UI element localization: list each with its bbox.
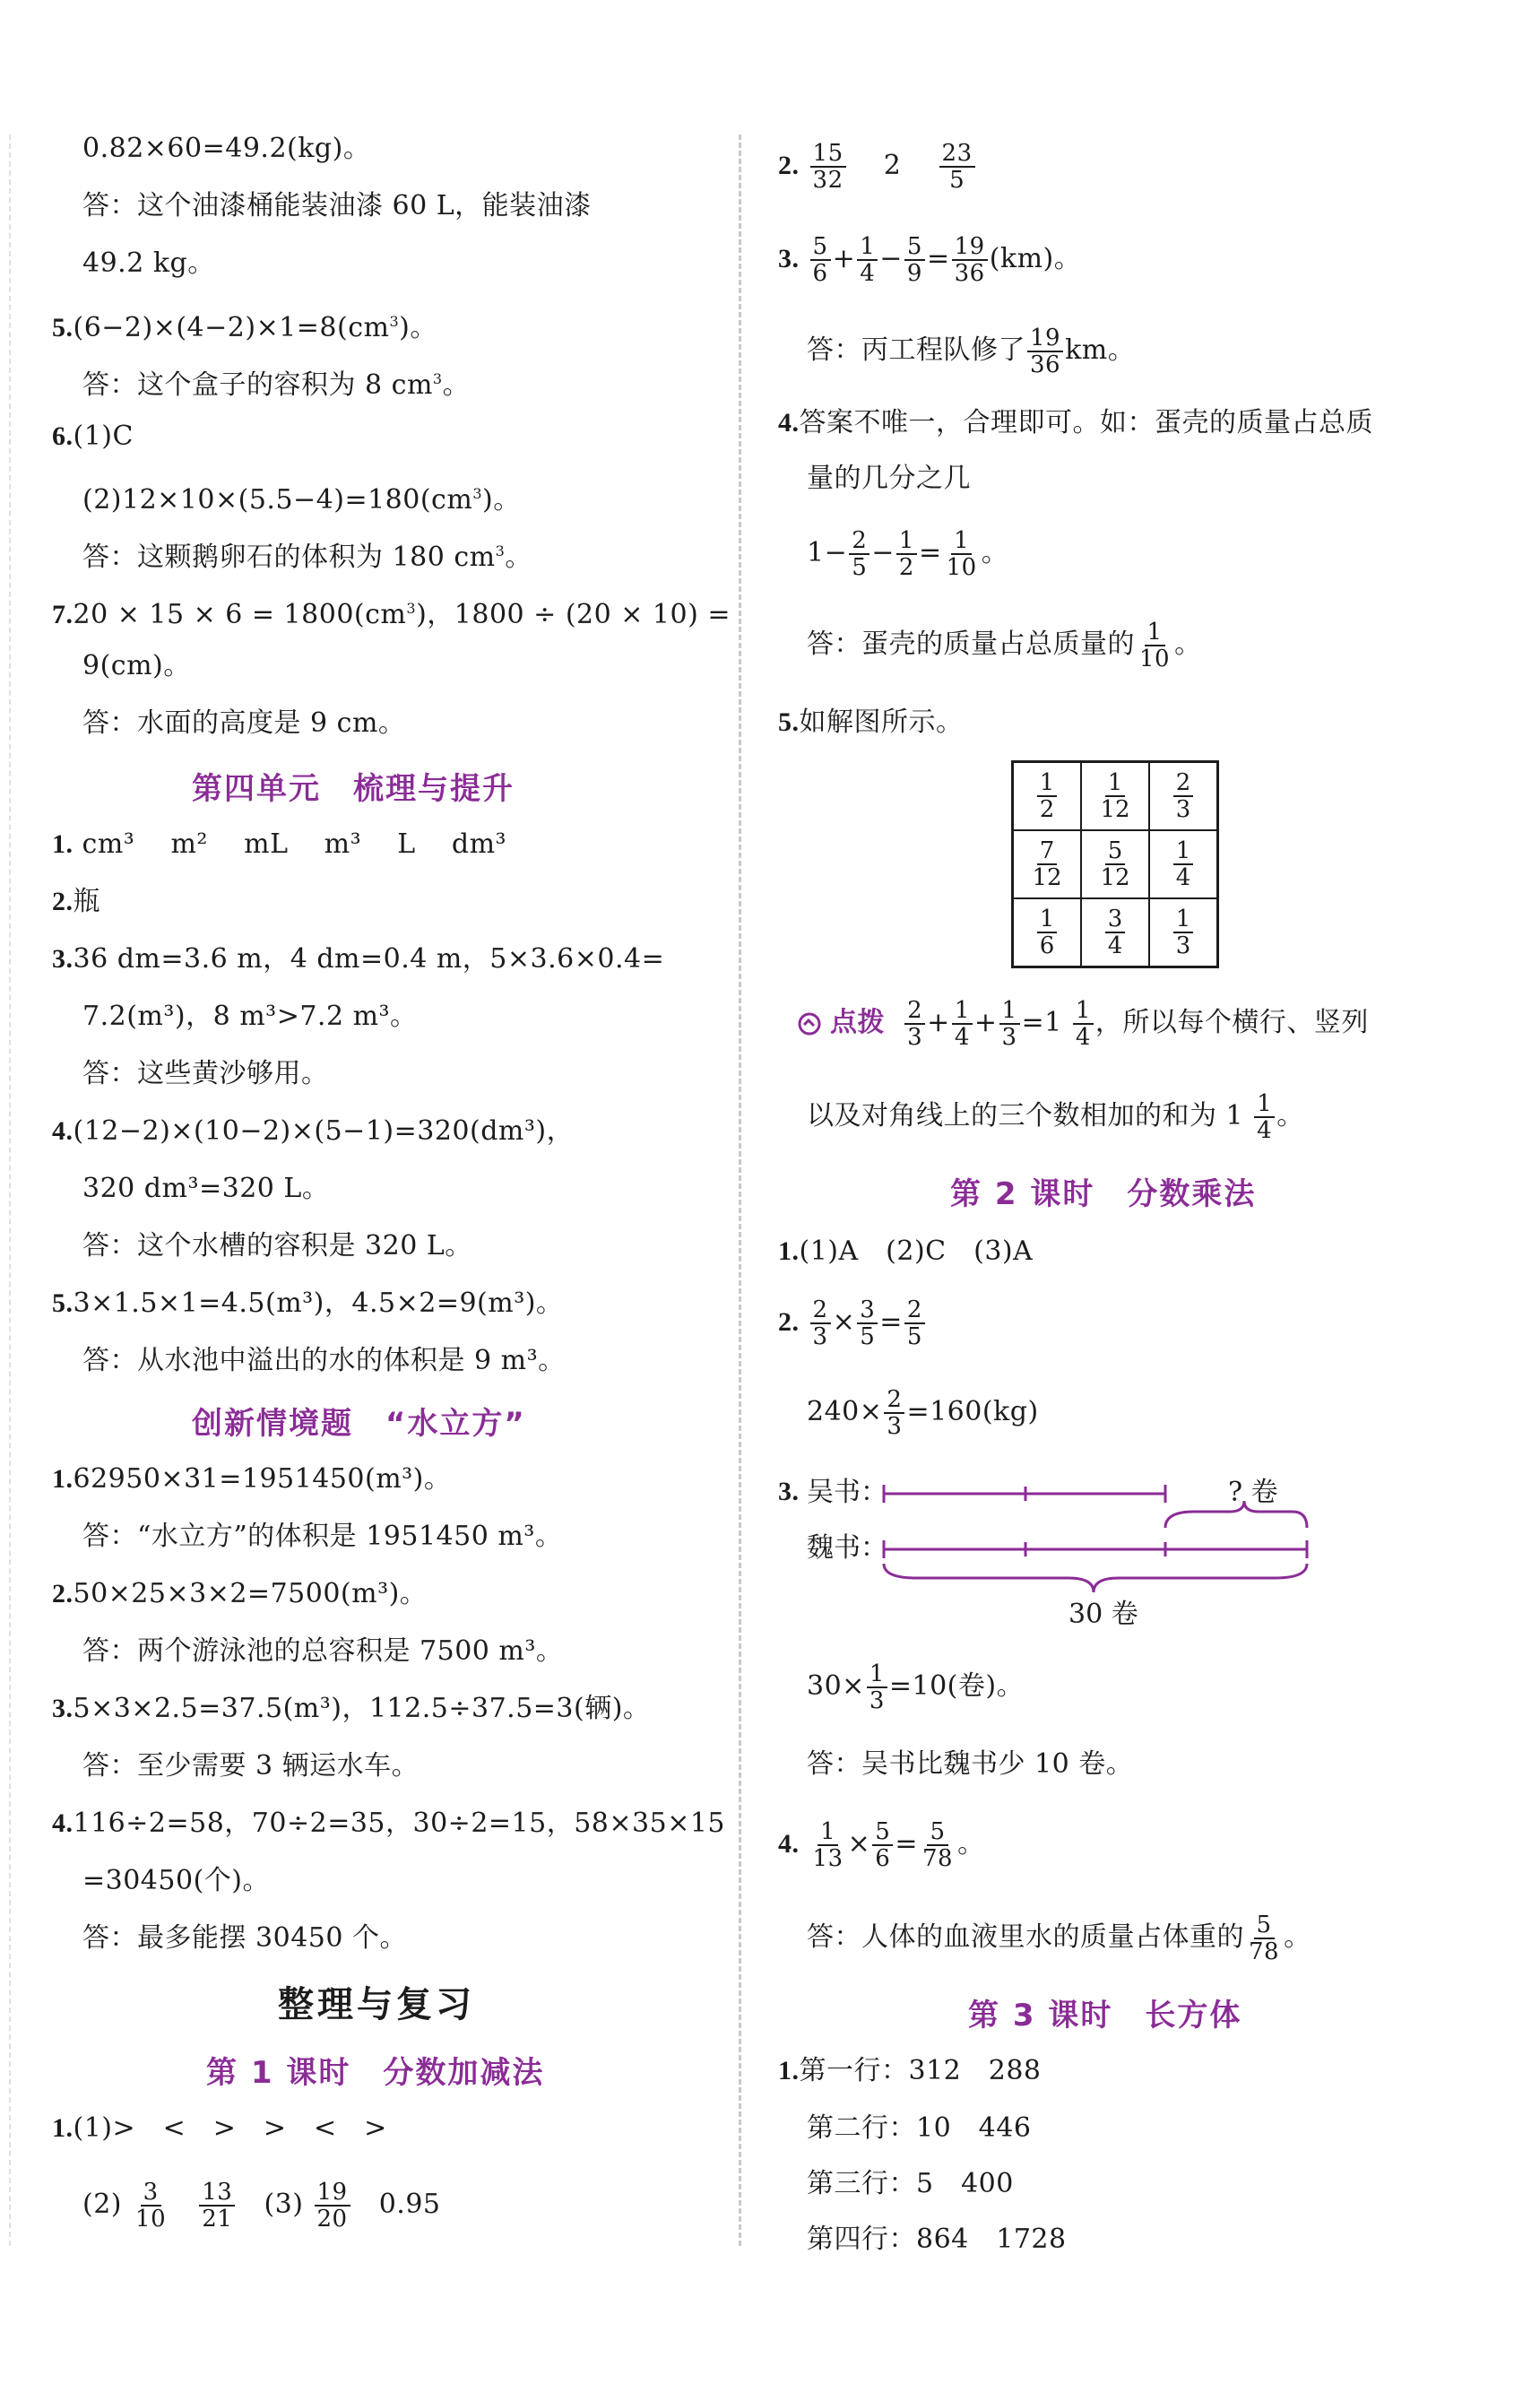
fraction: $\frac{19}{36}$ — [952, 234, 988, 286]
question-number: 5. — [778, 707, 800, 737]
answer-text — [807, 613, 1202, 676]
question-6 — [52, 419, 134, 455]
answer: 瓶 — [73, 886, 100, 917]
fraction: $\frac{1}{3}$ — [999, 998, 1020, 1050]
section-heading-unit4: 第四单元 梳理与提升 — [192, 771, 515, 807]
question-number: 2. — [52, 1579, 74, 1608]
answer: 答：丙工程队修了 — [807, 334, 1025, 366]
question-number: 4. — [52, 1808, 74, 1838]
equation: 116÷2=58，70÷2=35，30÷2=15，58×35×15 — [73, 1808, 726, 1839]
line: 量的几分之几 — [807, 463, 971, 494]
line: 49.2 kg。 — [82, 247, 215, 279]
unit: mL — [244, 828, 289, 860]
answer-text: 答：这些黄沙够用。 — [82, 1058, 329, 1089]
row-answer: 第二行：10 446 — [807, 2112, 1032, 2144]
question-r4 — [778, 405, 1373, 441]
question-number: 3. — [778, 1477, 800, 1506]
equation: 50×25×3×2=7500(m³)。 — [73, 1578, 428, 1609]
question-u3 — [52, 941, 664, 977]
fraction: $\frac{2}{5}$ — [849, 528, 869, 580]
equation-end: =10(卷)。 — [888, 1670, 1025, 1702]
question-r3 — [778, 228, 1081, 290]
section-heading-review: 整理与复习 — [278, 1984, 475, 2025]
equation-end: =160(kg) — [906, 1396, 1039, 1427]
question-number: 3. — [52, 944, 74, 974]
equation-end: 。 — [981, 537, 1009, 568]
question-number: 2. — [778, 151, 800, 180]
question-i2 — [52, 1576, 427, 1612]
unit: m² — [170, 828, 208, 860]
unit: (km)。 — [989, 243, 1082, 274]
answer: 答：蛋壳的质量占总质量的 — [807, 629, 1135, 660]
question-number: 3. — [778, 244, 800, 273]
equation: (6−2)×(4−2)×1=8(cm — [73, 312, 390, 343]
question-number: 5. — [52, 1288, 74, 1318]
equation: 36 dm=3.6 m，4 dm=0.4 m，5×3.6×0.4= — [73, 943, 665, 975]
fraction: $\frac{1}{4}$ — [1254, 1091, 1275, 1143]
equation: 62950×31=1951450(m³)。 — [73, 1463, 452, 1495]
equation: 3×1.5×1=4.5(m³)，4.5×2=9(m³)。 — [73, 1288, 564, 1319]
grid-cell: $\frac{7}{12}$ — [1013, 830, 1082, 898]
label-wei: 魏书： — [807, 1532, 887, 1564]
question-7: $7.20 \times 15 \times 6 = 1800(cm^3)$，1800 ÷ (20 × 10) = — [52, 599, 731, 630]
fraction: $\frac{13}{21}$ — [199, 2180, 235, 2232]
grid-row — [1013, 898, 1218, 967]
operator: − — [879, 243, 903, 274]
choice: (1)C — [73, 421, 134, 452]
equation-line — [807, 522, 1008, 585]
fraction: $\frac{2}{5}$ — [904, 1297, 925, 1349]
answer-text: 答：水面的高度是 9 cm。 — [82, 707, 406, 739]
question-number: 4. — [778, 408, 800, 438]
unit: L — [397, 828, 416, 860]
answer-end: km。 — [1065, 334, 1136, 366]
question-number: 4. — [52, 1116, 74, 1146]
tip-text: 以及对角线上的三个数相加的和为 1 — [807, 1100, 1244, 1131]
answer-end: 。 — [1284, 1921, 1311, 1953]
equation-end: )。 — [482, 484, 521, 516]
unit: dm³ — [451, 828, 507, 860]
tip-line — [807, 1085, 1304, 1148]
grid-row — [1013, 762, 1218, 831]
answer-text: 答：吴书比魏书少 10 卷。 — [807, 1748, 1134, 1780]
answer-text — [807, 319, 1135, 382]
question-number: 1. — [52, 1464, 74, 1494]
total-label: 30 卷 — [1068, 1599, 1138, 1630]
question-number: 6. — [52, 421, 74, 451]
line: =30450(个)。 — [82, 1865, 270, 1896]
fraction: $\frac{15}{32}$ — [810, 141, 846, 193]
question-u1 — [52, 827, 506, 863]
tip-icon — [798, 1012, 821, 1036]
question-number: 1. — [52, 2113, 74, 2143]
line: 7.2(m³)，8 m³>7.2 m³。 — [82, 1001, 418, 1032]
question-number: 5. — [52, 313, 74, 342]
fraction: $\frac{5}{78}$ — [1249, 1912, 1280, 1965]
question-number: 1. — [52, 829, 74, 859]
row-answer: 第一行：312 288 — [799, 2055, 1042, 2086]
question-m2: 2. $\frac{2}{3}$ × $\frac{3}{5}$ = $\frac{2}{5}$ — [778, 1291, 927, 1354]
question-i4 — [52, 1806, 725, 1842]
fraction: $\frac{2}{3}$ — [810, 1297, 831, 1349]
grid-cell: $\frac{1}{3}$ — [1149, 898, 1218, 967]
equation: (12−2)×(10−2)×(5−1)=320(dm³)， — [73, 1115, 575, 1147]
fraction: $\frac{1}{4}$ — [857, 234, 878, 286]
lesson-heading-1: 第 1 课时 分数加减法 — [206, 2055, 545, 2091]
brace-bottom — [884, 1564, 1307, 1592]
fraction: $\frac{5}{6}$ — [872, 1819, 893, 1871]
fraction: $\frac{1}{13}$ — [812, 1818, 844, 1872]
equation-end: )。 — [399, 312, 437, 343]
fraction: $\frac{19}{20}$ — [315, 2180, 350, 2232]
fraction: $\frac{23}{5}$ — [939, 141, 975, 193]
fraction: $\frac{5}{6}$ — [810, 234, 831, 286]
equation-line — [807, 1655, 1024, 1718]
equation: 5×3×2.5=37.5(m³)，112.5÷37.5=3(辆)。 — [73, 1693, 651, 1724]
fraction: $\frac{2}{3}$ — [884, 1387, 904, 1439]
question-number: 7. — [52, 600, 74, 629]
answer: 答：这个盒子的容积为 8 cm — [82, 369, 433, 401]
question-i3 — [52, 1691, 650, 1727]
fraction: $\frac{1}{4}$ — [1073, 998, 1094, 1050]
text: 答案不唯一，合理即可。如：蛋壳的质量占总质 — [799, 407, 1373, 438]
answer-end: 。 — [505, 542, 532, 573]
lesson-heading-3: 第 3 课时 长方体 — [968, 1998, 1242, 2033]
unit: cm³ — [82, 828, 135, 860]
value: 2 — [883, 150, 902, 181]
row-answer: 第三行：5 400 — [807, 2168, 1014, 2199]
tip-end: 。 — [1276, 1100, 1304, 1131]
answer-text: 答：这个油漆桶能装油漆 60 L，能装油漆 — [82, 190, 592, 221]
answer-text: 答：这颗鹅卵石的体积为 180 $cm^3$。 — [82, 542, 532, 573]
tip-label: 点拨 — [830, 1007, 886, 1038]
unit: m³ — [324, 828, 362, 860]
fraction: $\frac{1}{3}$ — [867, 1661, 887, 1713]
question-u5 — [52, 1286, 563, 1322]
fraction: $\frac{3}{5}$ — [857, 1297, 878, 1349]
text: 如解图所示。 — [799, 707, 964, 738]
equation: 30× — [807, 1670, 865, 1702]
magic-square-grid — [1011, 760, 1219, 968]
question-r1 — [52, 2111, 387, 2146]
grid-cell: $\frac{5}{12}$ — [1081, 830, 1149, 898]
equation-cont: )，1800 ÷ (20 × 10) = — [416, 599, 731, 630]
grid-cell: $\frac{3}{4}$ — [1081, 898, 1149, 967]
equation: 240× — [807, 1396, 883, 1427]
question-r5 — [778, 705, 964, 741]
tip-line: 点拨 $\frac{2}{3}$ + $\frac{1}{4}$ + $\frac{1}{3}$ =1 $\frac{1}{4}$ ，所以每个横行、竖列 — [798, 992, 1369, 1054]
question-r2 — [778, 134, 977, 197]
column-divider — [739, 134, 741, 2246]
question-number: 1. — [778, 2056, 800, 2085]
fraction: $\frac{1}{10}$ — [946, 527, 977, 581]
answer-text: 答：这个盒子的容积为 8 $cm^3$。 — [82, 369, 471, 401]
question-c1 — [778, 2053, 1042, 2089]
answer-text: 答：两个游泳池的总容积是 7500 m³。 — [82, 1635, 564, 1667]
answer-text — [807, 1906, 1311, 1969]
lesson-heading-2: 第 2 课时 分数乘法 — [950, 1176, 1257, 1212]
question-u2 — [52, 884, 100, 920]
operator: + — [832, 243, 856, 274]
left-margin-line — [9, 134, 11, 2246]
fraction: $\frac{19}{36}$ — [1027, 325, 1063, 377]
comparison-answers: (1)> < > > < > — [73, 2112, 387, 2144]
answer-end: 。 — [1174, 629, 1202, 660]
equation: =1 — [1021, 1007, 1062, 1038]
answer-text: 答：从水池中溢出的水的体积是 9 m³。 — [82, 1345, 566, 1376]
fraction: $\frac{1}{4}$ — [952, 998, 973, 1050]
operator: = — [926, 243, 950, 274]
line-segment-diagram — [773, 1470, 1328, 1632]
answer-text: 答：“水立方”的体积是 1951450 m³。 — [82, 1521, 563, 1552]
part-label: (2) — [82, 2189, 122, 2220]
fraction: $\frac{5}{78}$ — [921, 1818, 954, 1872]
operator: = — [918, 537, 942, 568]
question-number: 4. — [778, 1829, 800, 1859]
decimal: 0.95 — [378, 2189, 441, 2220]
question-number: 2. — [52, 887, 74, 916]
fraction: $\frac{3}{10}$ — [135, 2179, 167, 2233]
section-heading-innovation: 创新情境题 “水立方” — [192, 1406, 526, 1442]
fraction: $\frac{1}{10}$ — [1139, 619, 1171, 672]
line: 9(cm)。 — [82, 650, 191, 681]
question-number: 3. — [52, 1694, 74, 1723]
question-5: $5.(6-2)\times(4-2)\times 1=8(cm^3)$。 — [52, 312, 437, 343]
question-number: 2. — [778, 1307, 800, 1337]
equation-line — [807, 1381, 1039, 1444]
fraction: $\frac{2}{3}$ — [904, 998, 925, 1050]
question-label: ? 卷 — [1228, 1477, 1278, 1508]
row-answer: 第四行：864 1728 — [807, 2224, 1067, 2255]
answer-end: 。 — [442, 369, 471, 401]
question-number: 1. — [778, 1236, 800, 1266]
answer-text: 答：这个水槽的容积是 320 L。 — [82, 1230, 472, 1262]
fraction: $\frac{1}{2}$ — [896, 528, 917, 580]
question-i1 — [52, 1461, 451, 1497]
fraction-answers — [82, 2173, 441, 2236]
question-m4: 4. $\frac{1}{13}$ × $\frac{5}{6}$ = $\frac{5}{78}$ 。 — [778, 1818, 985, 1872]
equation: 1− — [807, 537, 848, 568]
tip-text: ，所以每个横行、竖列 — [1094, 1007, 1369, 1038]
answer-text: 答：至少需要 3 辆运水车。 — [82, 1750, 420, 1782]
answer-text: 答：最多能摆 30450 个。 — [82, 1922, 408, 1954]
operator: − — [871, 537, 895, 568]
equation-end: 。 — [957, 1828, 985, 1860]
grid-cell: $\frac{1}{4}$ — [1149, 830, 1218, 898]
choices: (1)A (2)C (3)A — [799, 1236, 1034, 1267]
label-wu: 吴书： — [807, 1477, 887, 1508]
grid-cell: $\frac{1}{2}$ — [1013, 762, 1082, 831]
equation-line: $(2)12\times 10\times(5.5-4)=180(cm^3)$。 — [82, 484, 521, 516]
answer: 答：人体的血液里水的质量占体重的 — [807, 1921, 1244, 1953]
grid-row — [1013, 830, 1218, 898]
part-label: (3) — [264, 2189, 304, 2220]
equation: 20 × 15 × 6 = 1800(cm — [73, 599, 407, 630]
grid-cell: $\frac{2}{3}$ — [1149, 762, 1218, 831]
grid-cell: $\frac{1}{6}$ — [1013, 898, 1082, 967]
line: 0.82×60=49.2(kg)。 — [82, 133, 371, 164]
equation: (2)12×10×(5.5−4)=180(cm — [82, 484, 473, 516]
question-m1 — [778, 1234, 1033, 1270]
answer: 答：这颗鹅卵石的体积为 180 cm — [82, 542, 496, 573]
line: 320 dm³=320 L。 — [82, 1173, 330, 1204]
fraction: $\frac{5}{9}$ — [904, 234, 925, 286]
question-u4 — [52, 1114, 574, 1149]
grid-cell: $\frac{1}{12}$ — [1081, 762, 1149, 831]
